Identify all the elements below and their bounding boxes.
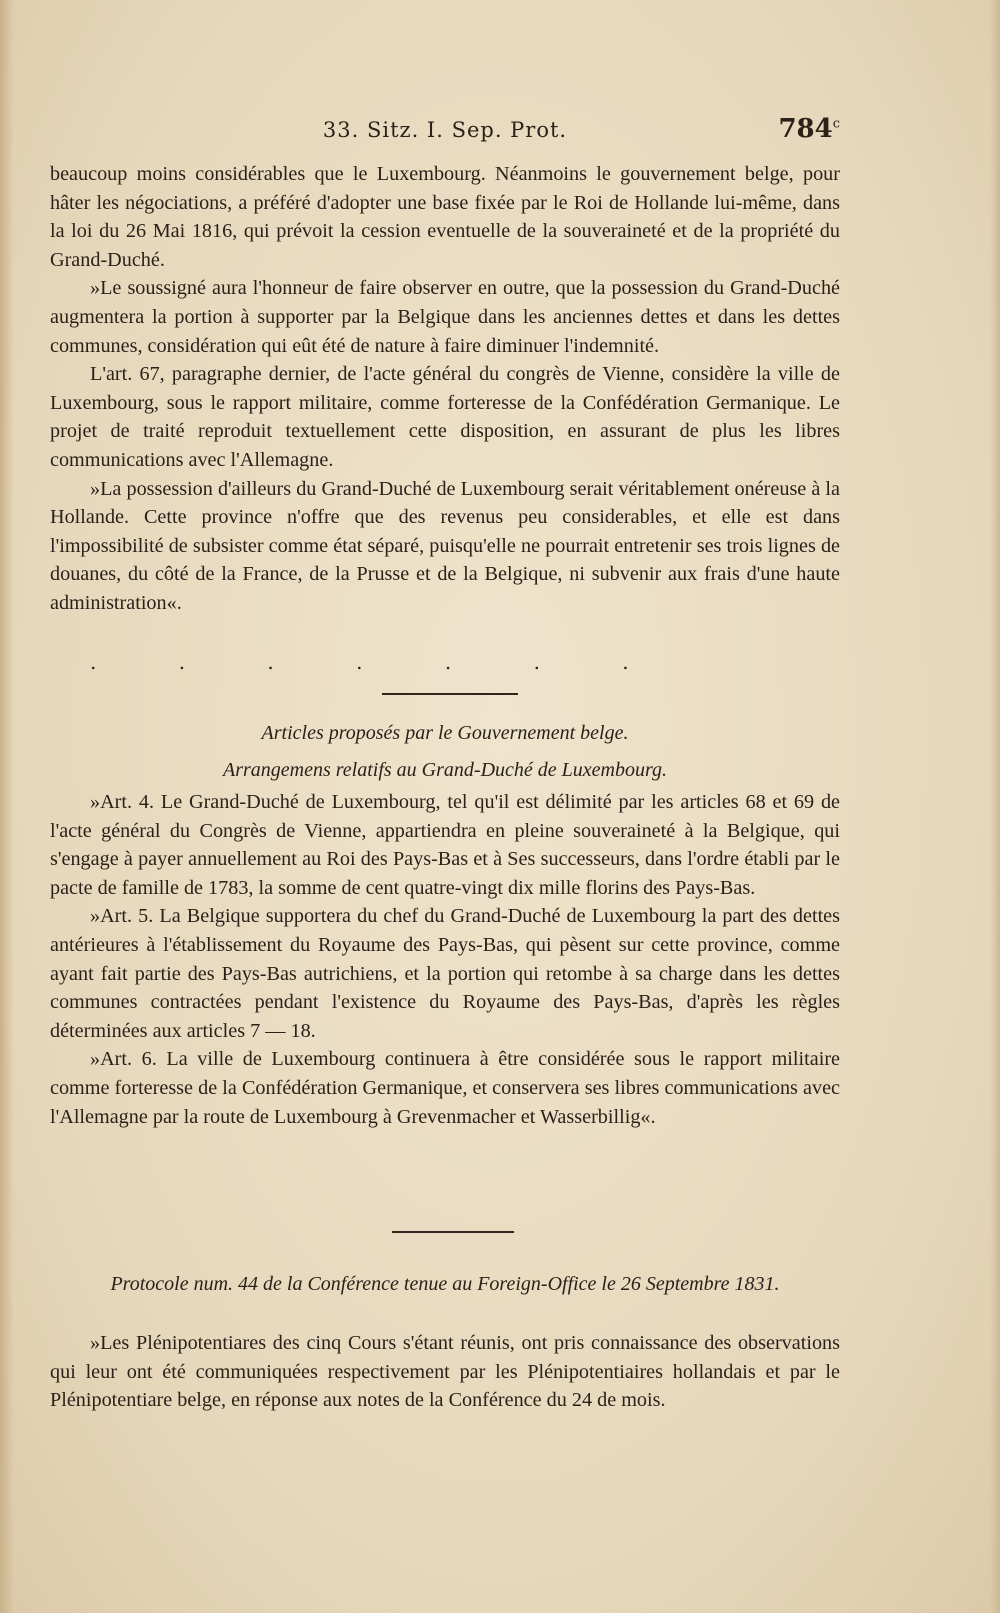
- article-paragraph: »Art. 4. Le Grand-Duché de Luxembourg, tel qu'il est délimité par les articles 68 et 69 de l'acte général du Congrès de Vienne, appartiendra en pleine souveraineté à la Belgique, qui s'engage à payer annuellement au Roi des Pays-Bas et à Ses successeurs, dans l'ordre établi par le pacte de famille de 1783, la somme de cent quatre-vingt dix mille florins des Pays-Bas.: [50, 791, 840, 899]
- paragraph: L'art. 67, paragraphe dernier, de l'acte général du congrès de Vienne, considère la ville de Luxembourg, sous le rapport militaire, comme forteresse de la Confédération Germanique. Le projet de traité reproduit textuellement cette disposition, en assurant de plus les libres communications avec l'Allemagne.: [50, 363, 840, 471]
- article-paragraph: »Art. 6. La ville de Luxembourg continuera à être considérée sous le rapport militaire comme forteresse de la Confédération Germanique, et conservera ses libres communications avec l'Allemagne par la route de Luxembourg à Grevenmacher et Wasserbillig«.: [50, 1048, 840, 1128]
- body-text-articles: [50, 788, 840, 1131]
- paragraph: »Les Plénipotentiares des cinq Cours s'étant réunis, ont pris connaissance des observations qui leur ont été communiquées respectivement par les Plénipotentiaires hollandais et par le Plénipotentiare belge, en réponse aux notes de la Conférence du 24 de mois.: [50, 1332, 840, 1412]
- paragraph: »La possession d'ailleurs du Grand-Duché de Luxembourg serait véritablement onéreuse à la Hollande. Cette province n'offre que des revenus peu considerables, et elle est dans l'impossibilité de subsister comme état séparé, puisqu'elle ne pourrait entretenir ses trois lignes de douanes, du côté de la France, de la Prusse et de la Belgique, ni subvenir aux frais d'une haute administration«.: [50, 477, 840, 614]
- section-divider: [392, 1231, 514, 1233]
- running-head: 33. Sitz. I. Sep. Prot.: [322, 118, 568, 142]
- page-number-value: 784: [778, 114, 833, 144]
- body-text-section-1: [50, 160, 840, 618]
- section-divider: [382, 693, 518, 695]
- page-edge-right: [990, 0, 1000, 1613]
- page-edge-left: [0, 0, 14, 1613]
- section-subheading-arrangements: Arrangemens relatifs au Grand-Duché de Luxembourg.: [222, 759, 667, 781]
- article-paragraph: »Art. 5. La Belgique supportera du chef du Grand-Duché de Luxembourg la part des dettes antérieures à l'établissement du Royaume des Pays-Bas, qui pèsent sur cette province, comme ayant fait partie des Pays-Bas autrichiens, et la portion qui retombe à sa charge dans les dettes communes contractées pendant l'existence du Royaume des Pays-Bas, d'après les règles déterminées aux articles 7 — 18.: [50, 905, 840, 1042]
- paragraph: »Le soussigné aura l'honneur de faire observer en outre, que la possession du Grand-Duché augmentera la portion à supporter par la Belgique dans les anciennes dettes et dans les dettes communes, considération qui eût été de nature à faire diminuer l'indemnité.: [50, 277, 840, 357]
- protocol-heading: Protocole num. 44 de la Conférence tenue au Foreign-Office le 26 Septembre 1831.: [110, 1273, 780, 1295]
- body-text-protocol: [50, 1329, 840, 1415]
- section-heading-articles: Articles proposés par le Gouvernement belge.: [261, 722, 629, 744]
- ellipsis-dots: . . . . . . .: [90, 650, 667, 674]
- page-number: [778, 114, 840, 144]
- paragraph: beaucoup moins considérables que le Luxembourg. Néanmoins le gouvernement belge, pour hâter les négociations, a préféré d'adopter une base fixée par le Roi de Hollande lui-même, dans la loi du 26 Mai 1816, qui prévoit la cession eventuelle de la souveraineté et de la propriété du Grand-Duché.: [50, 163, 840, 271]
- page-number-suffix: c: [832, 116, 840, 132]
- page-header: [50, 112, 840, 152]
